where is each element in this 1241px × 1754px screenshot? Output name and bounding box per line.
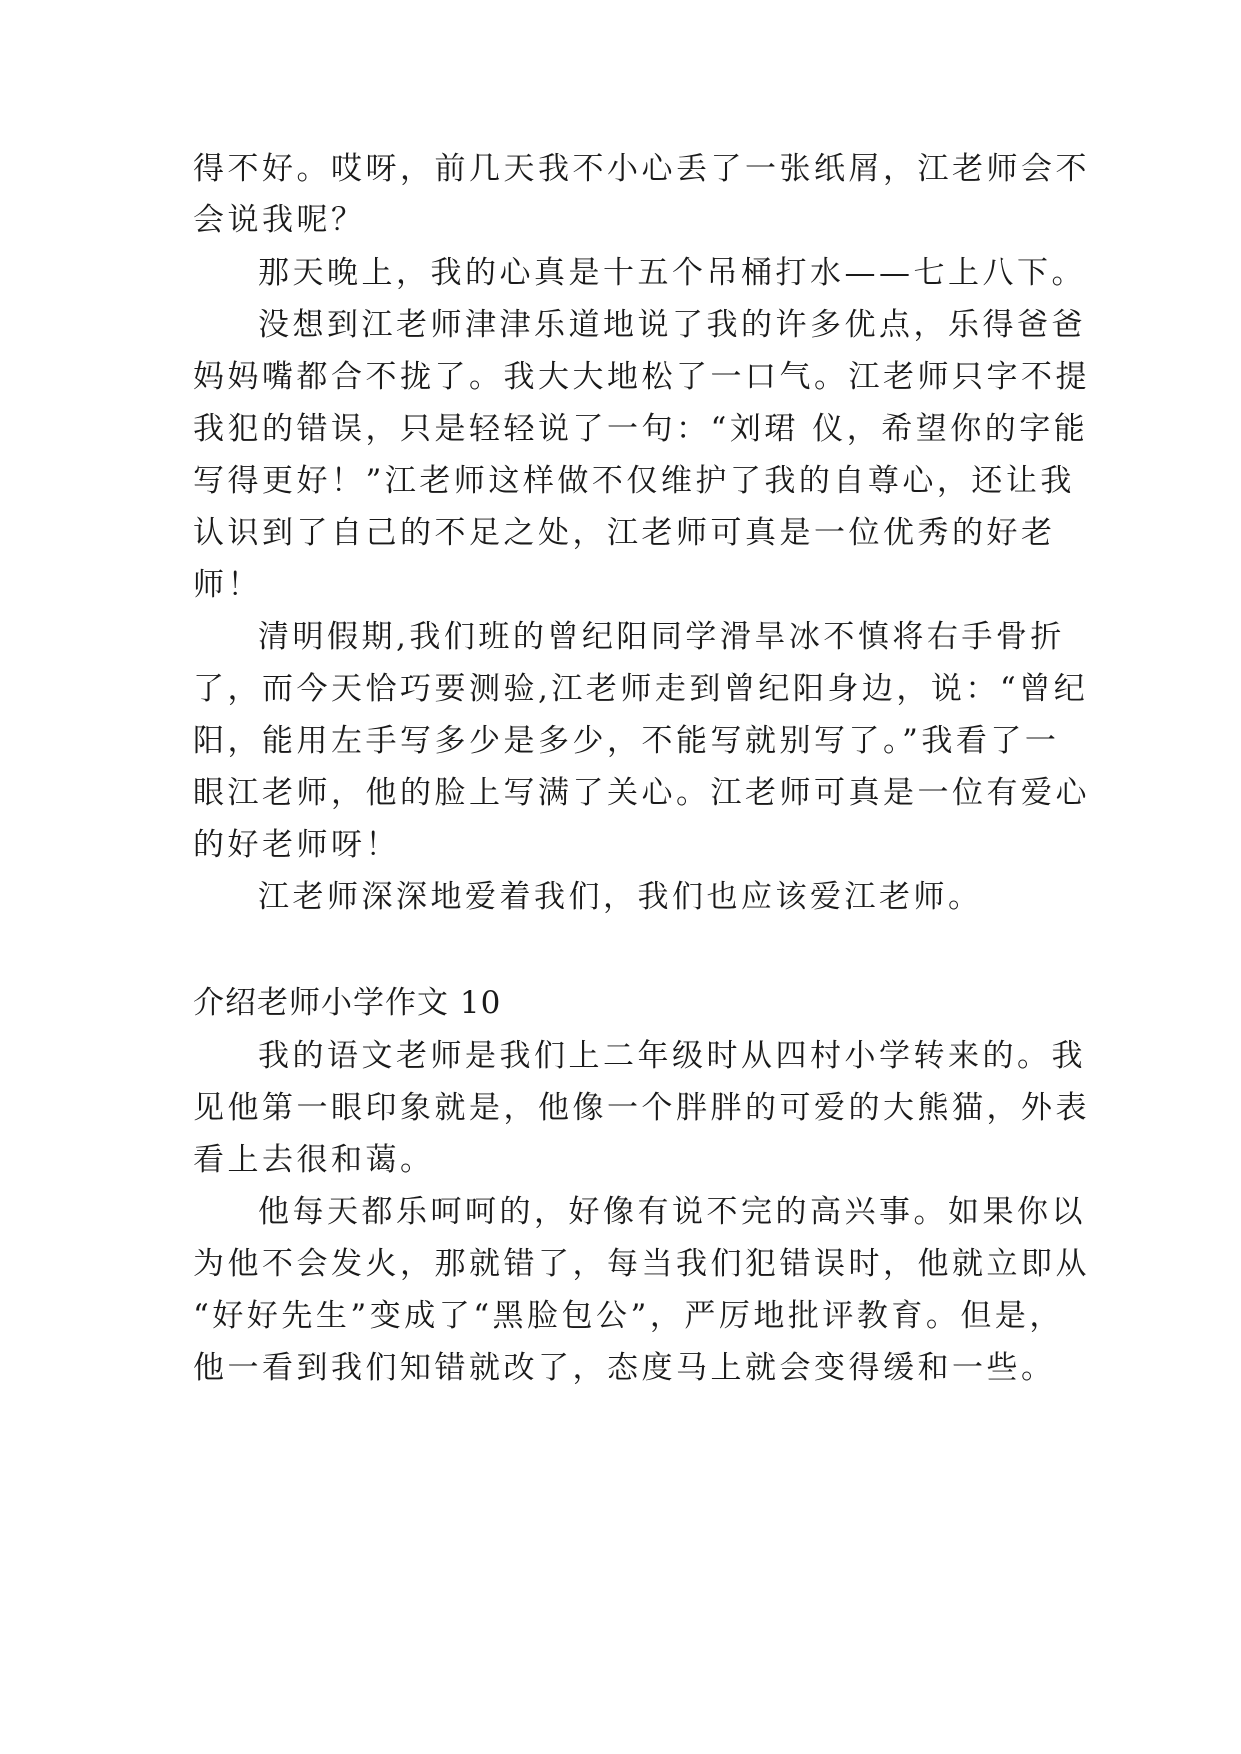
text-line: 认识到了自己的不足之处，江老师可真是一位优秀的好老	[193, 515, 1056, 551]
text-line: 师！	[193, 567, 262, 603]
text-line: 妈妈嘴都合不拢了。我大大地松了一口气。江老师只字不提	[193, 359, 1090, 395]
text-line: 写得更好！”江老师这样做不仅维护了我的自尊心，还让我	[193, 463, 1075, 499]
text-line: 见他第一眼印象就是，他像一个胖胖的可爱的大熊猫，外表	[193, 1090, 1090, 1126]
text-line: 得不好。哎呀，前几天我不小心丢了一张纸屑，江老师会不	[193, 151, 1090, 187]
paragraph-start-line: 江老师深深地爱着我们，我们也应该爱江老师。	[258, 879, 983, 915]
text-line: 阳，能用左手写多少是多少，不能写就别写了。”我看了一	[193, 723, 1060, 759]
text-line: “好好先生”变成了“黑脸包公”，严厉地批评教育。但是，	[193, 1298, 1064, 1334]
text-line: 为他不会发火，那就错了，每当我们犯错误时，他就立即从	[193, 1246, 1090, 1282]
paragraph-start-line: 那天晚上，我的心真是十五个吊桶打水——七上八下。	[258, 255, 1086, 291]
text-line: 的好老师呀！	[193, 827, 400, 863]
paragraph-start-line: 清明假期,我们班的曾纪阳同学滑旱冰不慎将右手骨折	[258, 619, 1065, 655]
text-line: 了，而今天恰巧要测验,江老师走到曾纪阳身边，说：“曾纪	[193, 671, 1089, 707]
section-heading: 介绍老师小学作文 10	[193, 985, 502, 1021]
text-line: 会说我呢？	[193, 202, 366, 238]
paragraph-start-line: 我的语文老师是我们上二年级时从四村小学转来的。我	[258, 1038, 1086, 1074]
paragraph-start-line: 他每天都乐呵呵的，好像有说不完的高兴事。如果你以	[258, 1194, 1086, 1230]
text-line: 看上去很和蔼。	[193, 1142, 435, 1178]
text-line: 我犯的错误，只是轻轻说了一句：“刘珺 仪，希望你的字能	[193, 411, 1089, 447]
paragraph-start-line: 没想到江老师津津乐道地说了我的许多优点，乐得爸爸	[258, 307, 1086, 343]
text-line: 他一看到我们知错就改了，态度马上就会变得缓和一些。	[193, 1350, 1056, 1386]
text-line: 眼江老师，他的脸上写满了关心。江老师可真是一位有爱心	[193, 775, 1090, 811]
